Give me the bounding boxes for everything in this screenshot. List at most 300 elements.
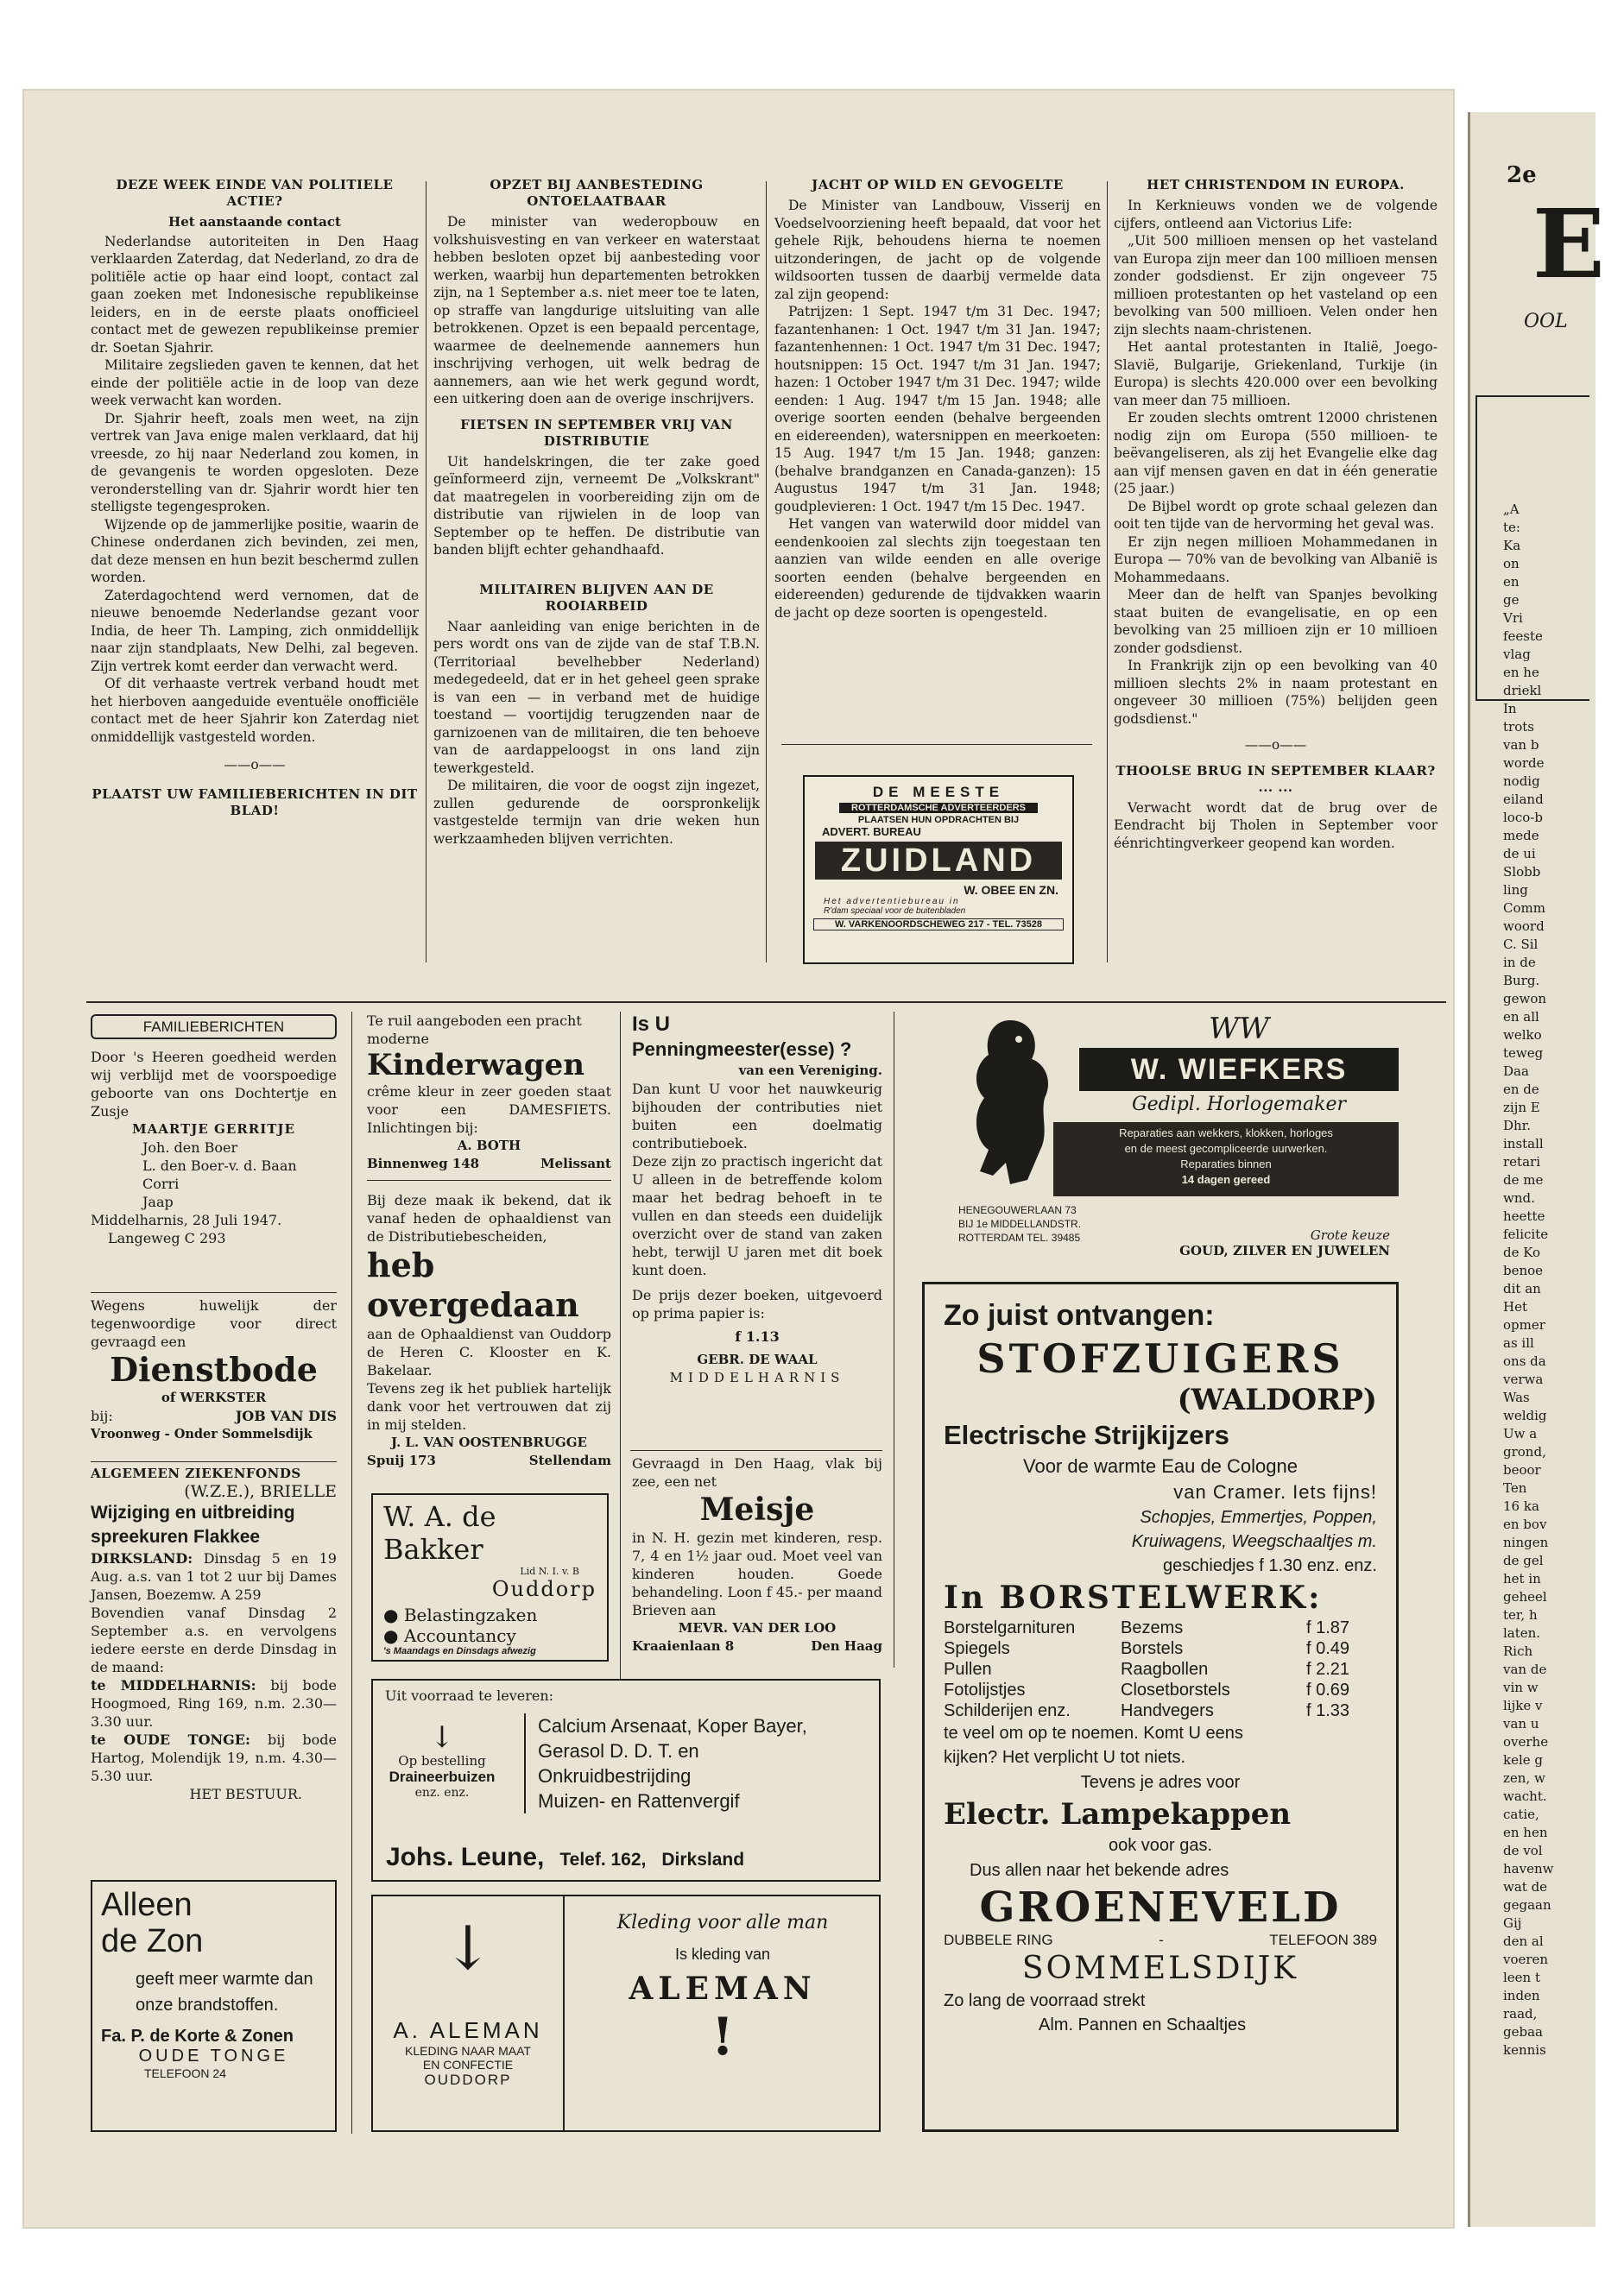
ad-firm: W. A. de Bakker: [383, 1500, 496, 1566]
price-item: Spiegels: [944, 1639, 1010, 1658]
ad-address: ROTTERDAM TEL. 39485: [958, 1232, 1081, 1244]
ad-line: ROTTERDAMSCHE ADVERTEERDERS: [839, 803, 1038, 813]
call-to-action: PLAATST UW FAMILIEBERICHTEN IN DIT BLAD!: [92, 785, 418, 818]
ad-place: SOMMELSDIJK: [1021, 1951, 1299, 1986]
ad-sub: Gedipl. Horlogemaker: [1132, 1094, 1346, 1115]
bullet-icon: ●: [383, 1625, 399, 1646]
next-page-line: worde: [1503, 755, 1545, 771]
ad-street: Kraaienlaan 8: [632, 1638, 735, 1654]
next-page-line: zijn E: [1503, 1100, 1540, 1115]
next-page-line: gewon: [1503, 991, 1547, 1006]
article-heading: HET CHRISTENDOM IN EUROPA.: [1147, 177, 1405, 192]
exclamation-icon: !: [711, 2007, 735, 2067]
next-page-big-letter: E: [1532, 188, 1605, 300]
ziekenfonds-ad: [91, 1465, 337, 1803]
ad-item: Gerasol D. D. T. en: [538, 1740, 699, 1762]
next-page-line: ningen: [1503, 1535, 1549, 1550]
next-page-line: de gel: [1503, 1553, 1544, 1568]
kinderwagen-ad: [367, 1012, 611, 1173]
bakker-ad: [371, 1493, 609, 1662]
price-row: [944, 1618, 1377, 1638]
next-page-line: weldig: [1503, 1408, 1547, 1423]
child-name: MAARTJE GERRITJE: [132, 1121, 295, 1137]
ad-text: in N. H. gezin met kinderen, resp. 7, 4 en 1½ jaar oud. Moet veel van kinderen houden. Goede behandeling. Loon f 45.- per maand Brieven aan: [632, 1530, 882, 1618]
ad-rule: [630, 1450, 882, 1451]
ad-heading: STOFZUIGERS: [976, 1335, 1344, 1382]
article-paragraph: Er zouden slechts omtrent 12000 christenen nodig zijn om Europa (550 millioen- te beëvangeliseren, als zij het Evangelie elke dag aan vijf mensen gaven en dat in één generatie (25 jaar.): [1114, 410, 1438, 496]
ad-text: Bij deze maak ik bekend, dat ik vanaf heden de ophaaldienst van de Distributiebescheiden,: [367, 1192, 611, 1245]
next-page-line: Gij: [1503, 1915, 1522, 1931]
ad-phone: TELEFOON 24: [144, 2066, 226, 2080]
ad-firm: Fa. P. de Korte & Zonen: [101, 2027, 294, 2046]
next-page-line: install: [1503, 1136, 1544, 1151]
article-paragraph: De Minister van Landbouw, Visserij en Voedselvoorziening heeft bepaald, dat voor het gehele Rijk, behoudens hierna te noemen uitzonderingen, de jacht op de volgende wildsoorten tussen de daarbij vermelde data zal zijn geopend:: [774, 198, 1101, 302]
ad-rule: [91, 1292, 337, 1293]
leune-ad: [371, 1679, 881, 1882]
next-page-line: gebaa: [1503, 2024, 1543, 2040]
next-page-line: retari: [1503, 1154, 1540, 1170]
birth-address: Langeweg C 293: [108, 1230, 226, 1246]
ad-sub: van een Vereniging.: [738, 1063, 882, 1078]
ad-address: -: [1159, 1932, 1164, 1948]
price-item: Bezems: [1121, 1618, 1184, 1637]
next-page-line: te:: [1503, 520, 1520, 535]
ad-hours: 's Maandags en Dinsdags afwezig: [383, 1646, 536, 1656]
ad-tagline: R'dam speciaal voor de buitenbladen: [824, 906, 966, 916]
dienstbode-alt: of WERKSTER: [161, 1390, 267, 1405]
next-page-line: geheel: [1503, 1589, 1547, 1605]
ad-heading: In BORSTELWERK:: [944, 1580, 1323, 1616]
article-heading: OPZET BIJ AANBESTEDING ONTOELAATBAAR: [490, 177, 704, 209]
ad-text: Kruiwagens, Weegschaaltjes m.: [1131, 1532, 1377, 1551]
article-paragraph: In Frankrijk zijn op een bevolking van 40 millioen slechts 2% in naam protestant en ongeveer 30 millioen (75%) belijden geen godsdienst.": [1114, 658, 1438, 727]
next-page-line: nodig: [1503, 773, 1540, 789]
next-page-line: lijke v: [1503, 1698, 1543, 1713]
column-rule: [781, 744, 1092, 745]
price-item: Fotolijstjes: [944, 1681, 1026, 1700]
ad-tagline: Het advertentiebureau in: [824, 897, 960, 906]
dienstbode-ad: [91, 1296, 337, 1443]
next-page-line: eiland: [1503, 792, 1544, 807]
dienstbode-title: Dienstbode: [110, 1350, 318, 1389]
schedule-text: bij bode Hartog, Molendijk 19, n.m. 4.30—5.30 uur.: [91, 1731, 337, 1784]
wiefkers-ad: [950, 1012, 1399, 1271]
article-paragraph: De Bijbel wordt op grote schaal gelezen dan ooit ten tijde van de hervorming het geval was.: [1114, 498, 1438, 532]
ziekenfonds-title: spreekuren Flakkee: [91, 1527, 261, 1547]
schedule-text: bij bode Hoogmoed, Ring 169, n.m. 2.30—3.30 uur.: [91, 1677, 337, 1730]
separator: ——o——: [1244, 737, 1307, 753]
column-rule: [766, 181, 767, 962]
groeneveld-ad: [922, 1282, 1399, 2132]
ad-title: de Zon: [101, 1923, 204, 1959]
next-page-line: van de: [1503, 1662, 1547, 1677]
familieberichten-label: FAMILIEBERICHTEN: [91, 1014, 337, 1039]
ad-firm: W. WIEFKERS: [1079, 1048, 1399, 1091]
next-page-line: loco-b: [1503, 810, 1543, 825]
next-page-line: voeren: [1503, 1952, 1549, 1967]
price-value: f 0.49: [1305, 1639, 1349, 1658]
separator: ——o——: [224, 757, 286, 773]
next-page-line: mede: [1503, 828, 1539, 843]
price-value: f 1.87: [1305, 1618, 1349, 1637]
dienstbode-bij: bij:: [91, 1408, 113, 1424]
ad-slogan: Is kleding van: [674, 1946, 771, 1963]
price-item: Borstels: [1121, 1639, 1184, 1658]
price-item: Handvegers: [1121, 1701, 1214, 1720]
next-page-line: opmer: [1503, 1317, 1545, 1333]
next-page-line: laten.: [1503, 1625, 1541, 1641]
next-page-line: „A: [1503, 501, 1520, 517]
next-page-line: den al: [1503, 1933, 1544, 1949]
next-page-line: Vri: [1503, 610, 1523, 626]
next-page-line: raad,: [1503, 2006, 1538, 2022]
next-page-line: woord: [1503, 918, 1545, 934]
next-page-line: havenw: [1503, 1861, 1554, 1877]
article-christendom: [1114, 177, 1438, 852]
ad-title: overgedaan: [367, 1285, 579, 1324]
article-paragraph: De militairen, die voor de oogst zijn ingezet, zullen gedurende de oorspronkelijk vastgestelde termijn van drie weken hun werkzaamheden blijven verrichten.: [433, 778, 760, 847]
next-page-line: on: [1503, 556, 1520, 571]
next-page-line: de vol: [1503, 1843, 1543, 1858]
next-page-line: grond,: [1503, 1444, 1546, 1460]
article-paragraph: Dr. Sjahrir heeft, zoals men weet, na zijn vertrek van Java enige malen verklaard, dat hij vreesde, zo hij naar Nederland zou komen, in de gevangenis te worden opgesloten. Deze veronderstelling van dr. Sjahrir wordt hier ten stelligste tegengesproken.: [91, 410, 419, 514]
next-page-line: ons da: [1503, 1353, 1546, 1369]
next-page-line: Daa: [1503, 1063, 1529, 1079]
familieberichten-ad: [91, 1014, 337, 1247]
ad-place: OUDE TONGE: [138, 2047, 289, 2066]
column-rule: [1107, 181, 1108, 962]
next-page-line: kele g: [1503, 1752, 1544, 1768]
ad-text: kijken? Het verplicht U tot niets.: [944, 1748, 1186, 1767]
zuidland-ad: [803, 775, 1074, 964]
ad-line: KLEDING NAAR MAAT: [405, 2044, 531, 2058]
ad-title: Penningmeester(esse) ?: [632, 1038, 852, 1060]
ad-text: ook voor gas.: [1108, 1836, 1213, 1855]
aleman-ad: [371, 1895, 881, 2132]
ad-address: BIJ 1e MIDDELLANDSTR.: [958, 1218, 1082, 1230]
price-value: f 2.21: [1305, 1660, 1349, 1679]
price-row: [944, 1700, 1377, 1721]
next-page-line: vin w: [1503, 1680, 1539, 1695]
arrow-down-icon: ↓: [442, 1913, 494, 1984]
ziekenfonds-signature: HET BESTUUR.: [189, 1786, 302, 1802]
next-page-line: Ten: [1503, 1480, 1527, 1496]
schedule-location: DIRKSLAND:: [91, 1550, 193, 1567]
ad-text: Schopjes, Emmertjes, Poppen,: [1140, 1508, 1377, 1527]
price-item: Borstelgarnituren: [944, 1618, 1076, 1637]
article-paragraph: Het aantal protestanten in Italië, Joego-Slavië, Bulgarije, Griekenland, Turkije (in Europa) is slechts 420.000 over een bevolking van meer dan 75 millioen.: [1114, 339, 1438, 408]
bullet-icon: ●: [383, 1605, 399, 1625]
ad-text: aan de Ophaaldienst van Ouddorp de Heren C. Klooster en K. Bakelaar.: [367, 1326, 611, 1378]
ad-item: Onkruidbestrijding: [538, 1765, 692, 1787]
ad-place: Ouddorp: [491, 1577, 597, 1601]
ad-tagline: en de meest gecompliceerde uurwerken.: [1124, 1142, 1328, 1155]
next-page-line: gegaan: [1503, 1897, 1551, 1913]
ad-left: Draineerbuizen: [389, 1769, 496, 1785]
next-page-line: heette: [1503, 1208, 1545, 1224]
next-page-line: as ill: [1503, 1335, 1534, 1351]
article-paragraph: Nederlandse autoriteiten in Den Haag verklaarden Zaterdag, dat Nederland, zo dra de politiële actie op haar eind loopt, contact zal gaan zoeken met Indonesische republikeinse leiders, en in de eerste plaats onofficieel contact met de gewezen republikeinse premier dr. Soetan Sjahrir.: [91, 233, 419, 356]
ad-rule: [91, 1461, 337, 1462]
ad-line: DE MEESTE: [872, 784, 1005, 800]
article-heading: JACHT OP WILD EN GEVOGELTE: [812, 177, 1064, 192]
arrow-down-icon: ↓: [429, 1720, 455, 1755]
ziekenfonds-place: (W.Z.E.), BRIELLE: [184, 1482, 337, 1501]
ad-address: DUBBELE RING: [944, 1932, 1053, 1948]
price-row: [944, 1659, 1377, 1680]
ad-brand: ALEMAN: [629, 1971, 817, 2007]
ad-heading: (WALDORP): [1177, 1383, 1377, 1417]
next-page-line: In: [1503, 701, 1517, 716]
next-page-line: kennis: [1503, 2042, 1546, 2058]
article-paragraph: De minister van wederopbouw en volkshuisvesting en van verkeer en waterstaat hebben besloten opzet bij aanbesteding voor werken, waarbij hun departementen betrokken zijn, na 1 September a.s. niet meer toe te laten, op straffe van langdurige uitsluiting van alle betrokkenen. Opzet is een bepaald percentage, waarmee de deelnemende aannemers hun inschrijving verhogen, uit welk bedrag de aannemers, aan wie het werk gegund wordt, een uitkering doen aan de overige inschrijvers.: [433, 214, 760, 407]
next-page-line: van u: [1503, 1716, 1539, 1731]
ad-place: MIDDELHARNIS: [669, 1370, 845, 1385]
next-page-line: vlag: [1503, 647, 1531, 662]
next-page-line: dit an: [1503, 1281, 1541, 1296]
meisje-ad: [632, 1454, 882, 1656]
ad-firm: A. ALEMAN: [393, 2017, 543, 2043]
ad-place: Dirksland: [661, 1850, 745, 1870]
price-row: [944, 1638, 1377, 1659]
ad-title: Is U: [632, 1012, 671, 1036]
column-rule: [351, 1012, 352, 2134]
price-list: [944, 1618, 1377, 1721]
ad-slogan: Kleding voor alle man: [616, 1912, 829, 1933]
birth-place-date: Middelharnis, 28 Juli 1947.: [91, 1212, 282, 1228]
next-page-line: Was: [1503, 1390, 1530, 1405]
ad-text: geeft meer warmte dan onze brandstoffen.: [136, 1970, 313, 2015]
ziekenfonds-name: ALGEMEEN ZIEKENFONDS: [91, 1466, 301, 1481]
article-paragraph: Militaire zegslieden gaven te kennen, dat het einde der politiële actie in de loop van deze week verwacht kan worden.: [91, 357, 419, 408]
schedule-location: te MIDDELHARNIS:: [91, 1677, 256, 1694]
next-page-line: verwa: [1503, 1372, 1544, 1387]
next-page-text: [1496, 501, 1591, 2059]
article-paragraph: Verwacht wordt dat de brug over de Eendracht bij Tholen in September voor éénrichtingverkeer geopend kan worden.: [1114, 799, 1438, 851]
article-paragraph: Patrijzen: 1 Sept. 1947 t/m 31 Dec. 1947; fazantenhanen: 1 Oct. 1947 t/m 31 Jan. 1947; fazantenhennen: 1 Oct. 1947 t/m 31 Dec. 1947; houtsnippen: 15 Oct. 1947 t/m 31 Jan. 1947; hazen: 1 October 1947 t/m 31 Dec. 1947; wilde eenden: 1 Aug. 1947 t/m 15 Jan. 1948; alle overige soorten eenden (behalve bergeenden en eidereenden), watersnippen en meerkoeten: 15 Aug. 1947 t/m 15 Jan. 1948; ganzen: (behalve brandganzen en Canada-ganzen): 15 Augustus 1947 t/m 31 Jan. 1948; goudplevieren: 1 Oct. 1947 t/m 15 Dec. 1947.: [774, 304, 1101, 514]
next-page-line: de me: [1503, 1172, 1544, 1188]
ad-item: Calcium Arsenaat, Koper Bayer,: [538, 1715, 807, 1737]
parent-name: Joh. den Boer: [142, 1139, 238, 1156]
next-page-line: de Ko: [1503, 1245, 1541, 1260]
next-page-line: in de: [1503, 955, 1536, 970]
article-paragraph: Zaterdagochtend werd vernomen, dat de nieuwe benoemde Nederlandse gezant voor India, de heer Th. Lamping, zich onmiddellijk naar zijn standplaats, New Delhi, zal begeven. Zijn vertrek komt eerder dan verwacht werd.: [91, 587, 419, 674]
article-paragraph: Uit handelskringen, die ter zake goed geïnformeerd zijn, verneemt De „Volkskrant" dat maatregelen in voorbereiding zijn om de distributie van rijwielen in de loop van September op te heffen. De distributie van banden blijft echter gehandhaafd.: [433, 453, 760, 558]
ad-tagline: 14 dagen gereed: [1181, 1173, 1271, 1186]
zuidland-logo: ZUIDLAND: [815, 842, 1062, 880]
article-heading: THOOLSE BRUG IN SEPTEMBER KLAAR? ... ...: [1115, 762, 1436, 795]
schedule-location: te OUDE TONGE:: [91, 1731, 250, 1748]
ad-text: geschiedjes f 1.30 enz. enz.: [1163, 1556, 1377, 1575]
next-page-line: van b: [1503, 737, 1539, 753]
ad-service: Accountancy: [403, 1625, 516, 1646]
next-page-line: Rich: [1503, 1643, 1533, 1659]
ad-title: Kinderwagen: [367, 1048, 584, 1082]
next-page-line: C. Sil: [1503, 937, 1539, 952]
schedule-text: Bovendien vanaf Dinsdag 2 September a.s. en vervolgens iedere eerste en derde Dinsdag in de maand:: [91, 1605, 337, 1675]
sibling-name: Jaap: [142, 1194, 174, 1210]
price-item: Closetborstels: [1121, 1681, 1230, 1700]
ad-monogram: WW: [1209, 1012, 1269, 1046]
next-page-line: 16 ka: [1503, 1498, 1539, 1514]
ad-contact: MEVR. VAN DER LOO: [678, 1620, 837, 1636]
overgedaan-ad: [367, 1191, 611, 1470]
next-page-line: inden: [1503, 1988, 1540, 2003]
next-page-line: Comm: [1503, 900, 1545, 916]
penningmeester-ad: [632, 1012, 882, 1387]
ad-text: crême kleur in zeer goeden staat voor een DAMESFIETS. Inlichtingen bij:: [367, 1083, 611, 1136]
ad-text: De prijs dezer boeken, uitgevoerd op prima papier is:: [632, 1287, 882, 1321]
price-value: f 1.33: [1305, 1701, 1349, 1720]
next-page-line: en he: [1503, 665, 1539, 680]
next-page-line: en bov: [1503, 1517, 1547, 1532]
article-politiele-actie: [91, 177, 419, 823]
schedule-text: Dinsdag 5 en 19 Aug. a.s. van 1 tot 2 uur bij Dames Jansen, Boezemw. A 259: [91, 1550, 337, 1603]
ziekenfonds-title: Wijziging en uitbreiding: [91, 1503, 295, 1523]
next-page-line: Dhr.: [1503, 1118, 1531, 1133]
ad-text: Tevens je adres voor: [1080, 1773, 1241, 1792]
next-page-line: Uw a: [1503, 1426, 1538, 1441]
price-item: Raagbollen: [1121, 1660, 1209, 1679]
ad-text: Alm. Pannen en Schaaltjes: [1039, 2015, 1247, 2034]
ad-title: Meisje: [699, 1492, 815, 1528]
ad-firm: GROENEVELD: [979, 1883, 1342, 1932]
article-paragraph: Meer dan de helft van Spanjes bevolking staat buiten de evangelisatie, en op een bevolking van 25 millioen zijn er 10 millioen zonder godsdienst.: [1114, 587, 1438, 656]
next-page-line: en de: [1503, 1082, 1539, 1097]
ad-rule: [367, 1180, 611, 1181]
ad-place: Melissant: [540, 1156, 611, 1171]
section-rule: [86, 1001, 1446, 1003]
article-heading: DEZE WEEK EINDE VAN POLITIELE ACTIE?: [116, 177, 394, 209]
next-page-line: wacht.: [1503, 1788, 1547, 1804]
ad-heading: Electrische Strijkijzers: [944, 1420, 1229, 1450]
ad-intro: Uit voorraad te leveren:: [385, 1687, 554, 1704]
ad-place: OUDDORP: [424, 2072, 512, 2088]
ad-tagline: Reparaties aan wekkers, klokken, horloges: [1119, 1126, 1333, 1139]
article-paragraph: Wijzende op de jammerlijke positie, waarin de Chinese onderdanen zich bevinden, zei men, dat deze mensen en hun bezit beschermd zullen worden.: [91, 516, 419, 585]
next-page-line: wat de: [1503, 1879, 1548, 1895]
next-page-line: overhe: [1503, 1734, 1549, 1750]
next-page-header: 2e: [1507, 162, 1537, 188]
lion-icon: [958, 1012, 1062, 1193]
next-page-line: ling: [1503, 882, 1528, 898]
dienstbode-address: Vroonweg - Onder Sommelsdijk: [91, 1427, 313, 1441]
ad-street: Binnenweg 148: [367, 1156, 480, 1171]
article-paragraph: In Kerknieuws vonden we de volgende cijfers, ontleend aan Victorius Life:: [1114, 198, 1438, 231]
ad-text: Zo lang de voorraad strekt: [944, 1991, 1146, 2010]
ad-address: HENEGOUWERLAAN 73: [958, 1204, 1077, 1216]
next-page-line: Het: [1503, 1299, 1527, 1315]
next-page-line: catie,: [1503, 1807, 1539, 1822]
ad-firm: GEBR. DE WAAL: [697, 1352, 818, 1367]
price-value: f 0.69: [1305, 1681, 1349, 1700]
price-item: Pullen: [944, 1660, 992, 1679]
ad-choice: Grote keuze: [1310, 1227, 1390, 1243]
article-paragraph: „Uit 500 millioen mensen op het vasteland van Europa zijn meer dan 100 millioen mensen zonder godsdienst. Er zijn ongeveer 75 millioen protestanten op het vasteland op een bevolking van 500 millioen. Velen onder hen zijn slechts naam-christenen.: [1114, 233, 1438, 337]
next-page-line: Slobb: [1503, 864, 1541, 880]
ad-phone: Telef. 162,: [559, 1850, 647, 1870]
article-paragraph: Of dit verhaaste vertrek verband houdt met het hierboven aangeduide eventuële onofficiële contact met de heer Sjahrir kon Zaterdag niet onmiddellijk vastgesteld worden.: [91, 676, 419, 745]
ad-service: Belastingzaken: [403, 1605, 538, 1625]
ad-text: te veel om op te noemen. Komt U eens: [944, 1724, 1243, 1743]
next-page-line: en: [1503, 574, 1520, 590]
next-page-line: de ui: [1503, 846, 1536, 861]
next-page-line: teweg: [1503, 1045, 1544, 1061]
column-rule: [620, 1012, 621, 1681]
article-subheading: Het aanstaande contact: [168, 214, 341, 230]
ad-left: Op bestelling: [398, 1753, 486, 1769]
ad-tagline: Reparaties binnen: [1180, 1157, 1272, 1170]
article-paragraph: Naar aanleiding van enige berichten in de pers wordt ons van de zijde van de staf T.B.N. (Territoriaal bevelhebber Nederland) medegedeeld, dat er in het geheel geen sprake is van een — in verband met de huidige toestand — voortijdig terugzenden naar de garnizoenen van de militairen, die ten behoeve van de aardappeloogst in ons land zijn tewerkgesteld.: [433, 618, 760, 776]
next-page-line: Ka: [1503, 538, 1521, 553]
next-page-line: Burg.: [1503, 973, 1540, 988]
ad-text: Deze zijn zo practisch ingericht dat U alleen in de betreffende kolom maar het bedrag behoeft in te vullen en dan steeds een duidelijk overzicht over de stand van zaken hebt, terwijl U jaren met dit boek kunt doen.: [632, 1153, 882, 1278]
next-page-line: ter, h: [1503, 1607, 1538, 1623]
ad-line: PLAATSEN HUN OPDRACHTEN BIJ: [857, 815, 1020, 825]
ad-text: Tevens zeg ik het publiek hartelijk dank voor het vertrouwen dat zij in mij stelden.: [367, 1380, 611, 1433]
ad-heading: Zo juist ontvangen:: [944, 1299, 1215, 1332]
ad-intro: Te ruil aangeboden een pracht moderne: [367, 1012, 582, 1047]
next-page-line: wnd.: [1503, 1190, 1535, 1206]
ad-contact: J. L. VAN OOSTENBRUGGE: [391, 1435, 587, 1450]
ad-street: Spuij 173: [367, 1453, 436, 1468]
dienstbode-text: Wegens huwelijk der tegenwoordige voor direct gevraagd een: [91, 1297, 337, 1350]
next-page-line: beoor: [1503, 1462, 1541, 1478]
next-page-line: felicite: [1503, 1227, 1549, 1242]
ad-phone: TELEFOON 389: [1269, 1932, 1377, 1948]
ad-left: enz. enz.: [414, 1786, 470, 1800]
next-page-sub: OOL: [1524, 311, 1568, 332]
next-page-line: benoe: [1503, 1263, 1544, 1278]
next-page-line: welko: [1503, 1027, 1542, 1043]
ad-text: Dan kunt U voor het nauwkeurig bijhouden der contributies niet buiten een doelmatig contributieboek.: [632, 1081, 882, 1151]
ad-membership: Lid N. I. v. B: [520, 1566, 579, 1577]
next-page-line: feeste: [1503, 628, 1543, 644]
article-aanbesteding: [433, 177, 760, 848]
next-page-line: leen t: [1503, 1970, 1541, 1985]
ad-intro: Gevraagd in Den Haag, vlak bij zee, een net: [632, 1455, 882, 1490]
price-item: Schilderijen enz.: [944, 1701, 1071, 1720]
ad-title: Alleen: [101, 1887, 193, 1923]
parent-name: L. den Boer-v. d. Baan: [142, 1157, 297, 1174]
article-jacht: [774, 177, 1101, 621]
alleen-de-zon-ad: [91, 1880, 337, 2132]
next-page-line: en all: [1503, 1009, 1539, 1025]
ad-address: W. VARKENOORDSCHEWEG 217 - TEL. 73528: [813, 918, 1064, 930]
ad-owner: W. OBEE EN ZN.: [964, 883, 1058, 897]
ad-text: Voor de warmte Eau de Cologne: [1023, 1455, 1298, 1477]
ad-place: Den Haag: [811, 1638, 882, 1654]
ad-firm: Johs. Leune,: [386, 1843, 545, 1871]
next-page-line: zen, w: [1503, 1770, 1545, 1786]
column-rule: [426, 181, 427, 962]
sibling-name: Corri: [142, 1176, 180, 1192]
ad-price: f 1.13: [735, 1328, 780, 1345]
next-page-line: het in: [1503, 1571, 1541, 1586]
next-page-edge: [1468, 112, 1605, 2227]
next-page-line: en hen: [1503, 1825, 1548, 1840]
ad-place: Stellendam: [528, 1453, 611, 1468]
ad-contact: A. BOTH: [457, 1138, 521, 1153]
ad-text: Dus allen naar het bekende adres: [970, 1861, 1229, 1880]
ad-item: Muizen- en Rattenvergif: [538, 1790, 740, 1812]
birth-text: Door 's Heeren goedheid werden wij verblijd met de voorspoedige geboorte van ons Dochtertje en Zusje: [91, 1049, 337, 1120]
next-page-line: ge: [1503, 592, 1520, 608]
article-paragraph: Er zijn negen millioen Mohammedanen in Europa — 70% van de bevolking van Albanië is Mohammedaans.: [1114, 533, 1438, 585]
next-page-line: trots: [1503, 719, 1534, 735]
ad-title: heb: [367, 1246, 435, 1284]
article-heading: FIETSEN IN SEPTEMBER VRIJ VAN DISTRIBUTIE: [460, 416, 733, 449]
